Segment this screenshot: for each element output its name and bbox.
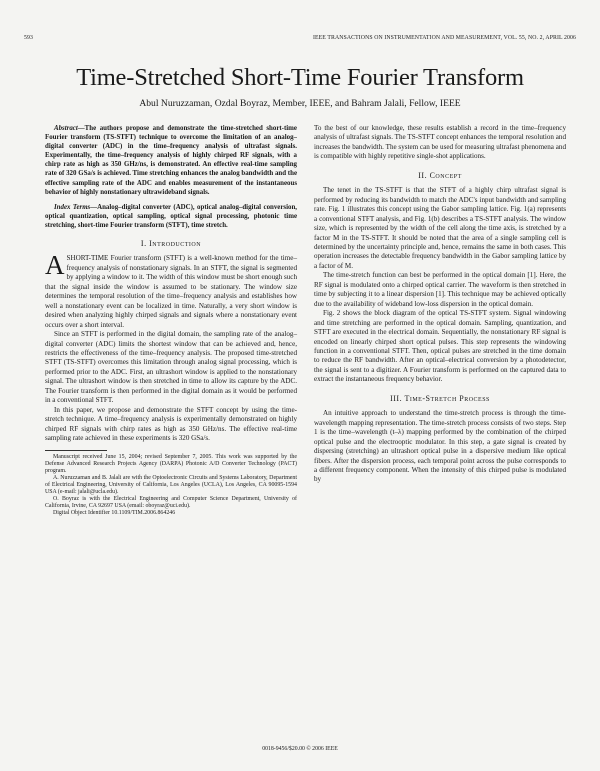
time-stretch-paragraph-1: An intuitive approach to understand the time-stretch process is through the time-wavelength mapping representation. The time-stretch process consists of two steps. Step 1 is the time–wavelength (t–λ) mapping performed by the combination of the chirped optical pulse and the electrooptic modulator. In this step, a gate signal is created by dispersing (stretching) an ultrashort optical pulse in a dispersive medium like optical fibers. After the dispersion process, each temporal point across the pulse corresponds to a different frequency component. When the intensity of this chirped pulse is modulated by <box>314 409 566 484</box>
concept-paragraph-3: Fig. 2 shows the block diagram of the optical TS-STFT system. Signal windowing and time stretching are performed in the optical domain. Sampling, quantization, and STFT are executed in the electrical domain. Sequentially, the nonstationary RF signal is encoded on linearly chirped short optical pulses. This step represents the windowing function in a conventional STFT. Then, optical pulses are stretched in the time domain to reduce the RF bandwidth. After an optical–electrical conversion by a photodetector, the signal is sent to a digitizer. A Fourier transform is performed on the captured data to extract the instantaneous frequency behavior. <box>314 309 566 384</box>
abstract-text: The authors propose and demonstrate the time-stretched short-time Fourier transform (TS-STFT) technique to overcome the limitation of an analog–digital converter (ADC) in the time–frequency analysis of ultrafast signals. Experimentally, the time–frequency analysis of highly chirped RF signals, with a chirp rate as high as 350 GHz/ns, is demonstrated. An effective real-time sampling rate of 320 GSa/s is achieved. Time stretching enhances the analog bandwidth and the effective sampling rate of the ADC and enables measurement of the instantaneous behavior of highly nonstationary ultrawideband signals. <box>45 125 297 196</box>
footnote-doi: Digital Object Identifier 10.1109/TIM.2006.864246 <box>53 510 176 517</box>
section-heading-concept: II. Concept <box>418 170 462 180</box>
author-line: Abul Nuruzzaman, Ozdal Boyraz, Member, IEEE, and Bahram Jalali, Fellow, IEEE <box>139 98 461 109</box>
intro-paragraph-1 <box>45 250 297 330</box>
footnote-affiliation-uci: O. Boyraz is with the Electrical Engineering and Computer Science Department, University of California, Irvine, CA 92697 USA (email: oboyraz@uci.edu). <box>45 496 297 510</box>
page-number: 593 <box>24 35 33 41</box>
intro-paragraph-2: Since an STFT is performed in the digital domain, the sampling rate of the analog–digital converter (ADC) limits the shortest window that can be achieved and, hence, restricts the effectiveness of the time–frequency analysis. The proposed time-stretched STFT (TS-STFT) overcomes this limitation through analog signal processing, which is performed prior to the ADC. First, an ultrashort window is applied to the nonstationary signal. The ultrashort window is then stretched in time to allow its capture by the ADC. The Fourier transform is then performed in the digital domain as it would be performed in a conventional STFT. <box>45 330 297 405</box>
section-heading-introduction: I. Introduction <box>140 239 202 249</box>
left-column <box>45 124 297 517</box>
footnote-rule <box>45 450 107 451</box>
index-terms-text: Analog–digital converter (ADC), optical analog–digital conversion, optical quantization, optical sampling, optical signal processing, photonic time stretching, short-time Fourier transform (STFT), time stretch. <box>45 203 297 229</box>
right-column <box>314 124 566 485</box>
drop-cap: A <box>45 250 65 281</box>
abstract-label: Abstract— <box>54 125 85 132</box>
intro-paragraph-3: In this paper, we propose and demonstrate the STFT concept by using the time-stretch technique. A time–frequency analysis is experimentally demonstrated on highly chirped RF signals with chirp rates as high as 350 GHz/ns. The effective real-time sampling rate achieved in these experiments is 320 GSa/s. <box>45 405 297 443</box>
intro-paragraph-1-text: SHORT-TIME Fourier transform (STFT) is a well-known method for the time–frequency analysis of nonstationary signals. In an STFT, the signal is segmented by applying a window to it. The width of this window must be short enough such that the signal inside the window is assumed to be stationary. The window size determines the temporal resolution of the time–frequency analysis and establishes how well a nonstationary event can be localized in time. Naturally, a very short window is desired when analyzing highly chirped signals and signals where a nonstationary event occurs over a short interval. <box>45 254 297 329</box>
right-paragraph-0: To the best of our knowledge, these results establish a record in the time–frequency analysis of ultrafast signals. The TS-STFT concept enhances the temporal resolution and increases the bandwidth. The system can be used for measuring ultrafast phenomena and is compatible with highly repetitive single-shot applications. <box>314 124 566 161</box>
concept-paragraph-1: The tenet in the TS-STFT is that the STFT of a highly chirp ultrafast signal is performed by reducing its bandwidth to match the ADC's input bandwidth and sampling rate. Fig. 1 illustrates this concept using the Gabor sampling lattice. Fig. 1(a) represents a conventional STFT analysis, and Fig. 1(b) describes a TS-STFT analysis. The window size, which is represented by the width of the cell along the time axis, is stretched by a factor M in the TS-STFT. It should be noted that the area of a single sampling cell is determined by the uncertainty principle and, hence, remains the same in both cases. This operation increases the detectable frequency bandwidth in the Gabor sampling lattice by a factor of M. <box>314 186 566 270</box>
concept-paragraph-2: The time-stretch function can best be performed in the optical domain [1]. Here, the RF signal is modulated onto a chirped optical carrier. The waveform is then stretched in time by subjecting it to a linear dispersion [1]. This technique may be achieved optically due to the availability of wideband low-loss dispersion in the optical domain. <box>314 271 566 308</box>
paper-title: Time-Stretched Short-Time Fourier Transform <box>76 64 524 91</box>
journal-name: IEEE TRANSACTIONS ON INSTRUMENTATION AND MEASUREMENT, VOL. 55, NO. 2, APRIL 2006 <box>312 35 576 41</box>
footnotes <box>45 450 297 518</box>
index-terms <box>45 203 297 230</box>
copyright-footer: 0018-9456/$20.00 © 2006 IEEE <box>262 746 338 752</box>
section-heading-time-stretch: III. Time-Stretch Process <box>390 393 490 403</box>
index-terms-label: Index Terms— <box>54 203 98 211</box>
abstract <box>45 124 297 197</box>
footnote-manuscript: Manuscript received June 15, 2004; revised September 7, 2005. This work was supported by the Defense Advanced Research Projects Agency (DARPA) Photonic A/D Converter Technology (PACT) program. <box>45 453 297 474</box>
footnote-affiliation-ucla: A. Nuruzzaman and B. Jalali are with the Optoelectronic Circuits and Systems Laboratory, Department of Electrical Engineering, University of California, Los Angeles (UCLA), Los Angeles, CA 90095-1594 USA (e-mail: jalali@ucla.edu). <box>45 474 297 496</box>
